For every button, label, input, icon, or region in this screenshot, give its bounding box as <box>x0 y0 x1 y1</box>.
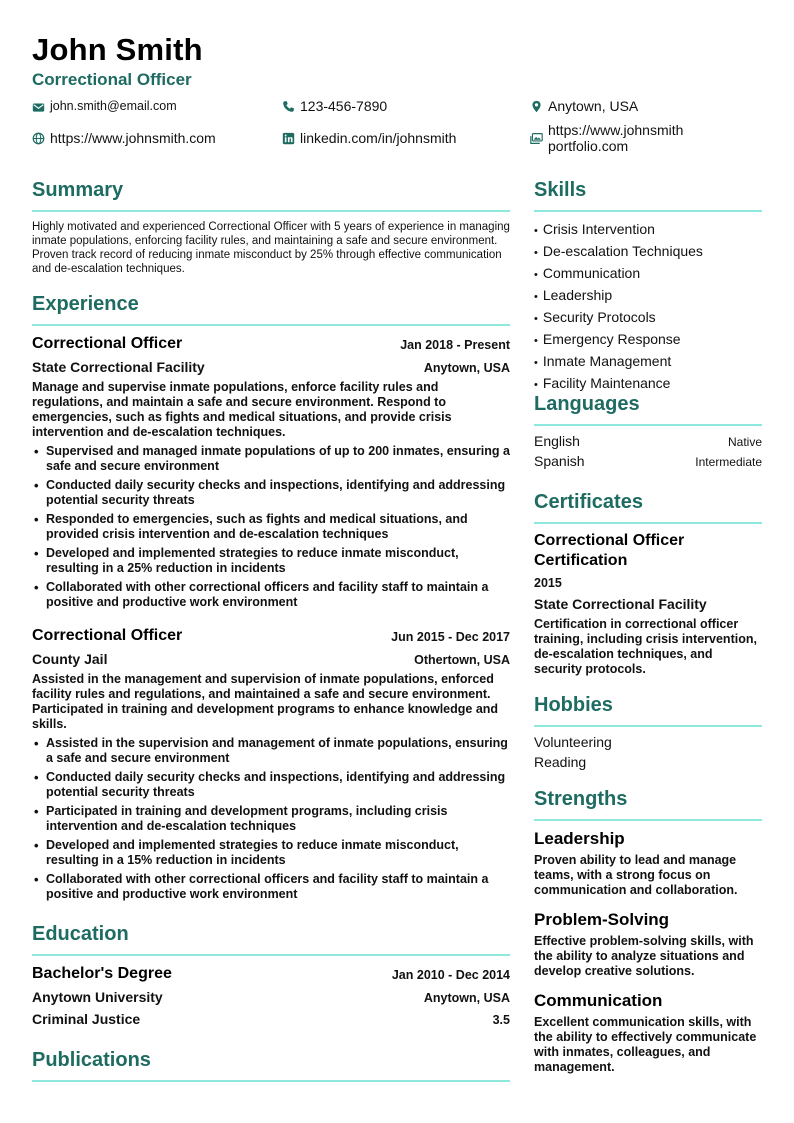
email-text: john.smith@email.com <box>50 99 177 113</box>
list-item: • Security Protocols <box>534 307 703 329</box>
list-item: • Responded to emergencies, such as fights and medical situations, and provided crisis intervention and de-escalation techniques <box>32 512 510 542</box>
list-item: • Facility Maintenance <box>534 373 703 395</box>
certificate-name: Correctional Officer Certification <box>534 532 685 569</box>
contact-email[interactable] <box>32 99 177 114</box>
location-text: Anytown, USA <box>548 98 639 114</box>
strength-name: Leadership <box>534 829 625 848</box>
language-name: English <box>534 433 580 449</box>
language-row <box>534 453 762 469</box>
strengths-heading: Strengths <box>534 788 628 810</box>
job-2-bullets <box>32 736 510 906</box>
candidate-title: Correctional Officer <box>32 70 192 89</box>
education-date: Jan 2010 - Dec 2014 <box>391 968 510 982</box>
education-field: Criminal Justice <box>32 1011 141 1027</box>
publications-divider <box>32 1080 510 1082</box>
hobbies-heading: Hobbies <box>534 694 613 716</box>
portfolio-text-line1: https://www.johnsmith <box>548 122 684 138</box>
list-item: • Collaborated with other correctional officers and facility staff to maintain a positive and productive work environment <box>32 872 510 902</box>
globe-icon <box>32 132 45 145</box>
list-item: • Leadership <box>534 285 703 307</box>
certificate-description: Certification in correctional officer training, including crisis intervention, de-escalation techniques, and security protocols. <box>534 617 757 676</box>
job-1-date: Jan 2018 - Present <box>400 338 510 352</box>
linkedin-icon <box>282 132 295 145</box>
languages-divider <box>534 424 762 426</box>
education-degree: Bachelor's Degree <box>32 965 172 982</box>
experience-heading: Experience <box>32 293 139 315</box>
email-icon <box>32 101 45 114</box>
list-item: • Emergency Response <box>534 329 703 351</box>
education-divider <box>32 954 510 956</box>
education-school: Anytown University <box>32 989 163 1005</box>
phone-text: 123-456-7890 <box>300 98 388 114</box>
education-heading: Education <box>32 923 129 945</box>
job-2-description: Assisted in the management and supervision of inmate populations, enforced facility rules and regulations, and maintained a safe and secure environment. Participated in training and development programs to enhance knowledge and skills. <box>32 672 499 731</box>
skills-list <box>534 219 703 395</box>
strength-name: Problem-Solving <box>534 910 670 929</box>
job-1-description: Manage and supervise inmate populations, enforce facility rules and regulations, and maintain a safe and secure environment. Respond to emergencies, such as fights and medical situations, and provide crisis intervention and de-escalation techniques. <box>32 380 452 439</box>
list-item: • Assisted in the supervision and management of inmate populations, ensuring a safe and secure environment <box>32 736 510 766</box>
education-gpa: 3.5 <box>492 1013 510 1027</box>
list-item: • Communication <box>534 263 703 285</box>
list-item: • Developed and implemented strategies to reduce inmate misconduct, resulting in a 25% reduction in incidents <box>32 546 510 576</box>
language-level: Native <box>727 435 762 449</box>
job-2-location: Othertown, USA <box>414 653 510 667</box>
skills-divider <box>534 210 762 212</box>
publications-heading: Publications <box>32 1049 151 1071</box>
strength-description: Proven ability to lead and manage teams, with a strong focus on communication and collaboration. <box>534 853 738 897</box>
certificates-heading: Certificates <box>534 491 643 513</box>
summary-divider <box>32 210 510 212</box>
portfolio-icon <box>530 132 543 145</box>
summary-heading: Summary <box>32 179 124 201</box>
list-item: • Crisis Intervention <box>534 219 703 241</box>
job-2-date: Jun 2015 - Dec 2017 <box>391 630 510 644</box>
portfolio-text <box>548 122 683 154</box>
list-item: • Inmate Management <box>534 351 703 373</box>
portfolio-text-line2: portfolio.com <box>548 138 629 154</box>
hobby-item: Volunteering <box>534 734 612 750</box>
website-text: https://www.johnsmith.com <box>50 130 216 146</box>
job-2-title: Correctional Officer <box>32 627 183 644</box>
list-item: • Conducted daily security checks and inspections, identifying and addressing potential security threats <box>32 478 510 508</box>
list-item: • Supervised and managed inmate populations of up to 200 inmates, ensuring a safe and secure environment <box>32 444 510 474</box>
experience-divider <box>32 324 510 326</box>
job-1-location: Anytown, USA <box>423 361 510 375</box>
summary-text: Highly motivated and experienced Correctional Officer with 5 years of experience in managing inmate populations, enforcing facility rules, and maintaining a safe and secure environment. Proven track record of reducing inmate misconduct by 25% through effective communication and de-escalation techniques. <box>32 221 510 275</box>
contact-portfolio[interactable] <box>530 122 683 154</box>
list-item: • Participated in training and development programs, including crisis intervention and de-escalation techniques <box>32 804 510 834</box>
certificate-year: 2015 <box>534 576 562 590</box>
list-item: • Collaborated with other correctional officers and facility staff to maintain a positive and productive work environment <box>32 580 510 610</box>
candidate-name: John Smith <box>32 32 203 67</box>
list-item: • Developed and implemented strategies to reduce inmate misconduct, resulting in a 15% reduction in incidents <box>32 838 510 868</box>
contact-website[interactable] <box>32 130 216 146</box>
skills-heading: Skills <box>534 179 587 201</box>
hobby-item: Reading <box>534 754 587 770</box>
list-item: • De-escalation Techniques <box>534 241 703 263</box>
strength-name: Communication <box>534 991 663 1010</box>
location-pin-icon <box>530 100 543 113</box>
contact-phone[interactable] <box>282 98 387 114</box>
strength-description: Excellent communication skills, with the ability to effectively communicate with inmates, colleagues, and management. <box>534 1015 757 1074</box>
strength-description: Effective problem-solving skills, with the ability to analyze situations and develop creative solutions. <box>534 934 754 978</box>
hobbies-divider <box>534 725 762 727</box>
certificate-org: State Correctional Facility <box>534 596 707 612</box>
strengths-divider <box>534 819 762 821</box>
phone-icon <box>282 100 295 113</box>
certificates-divider <box>534 522 762 524</box>
language-name: Spanish <box>534 453 585 469</box>
job-1-org: State Correctional Facility <box>32 359 205 375</box>
language-row <box>534 433 762 449</box>
languages-heading: Languages <box>534 393 640 415</box>
linkedin-text: linkedin.com/in/johnsmith <box>300 130 457 146</box>
list-item: • Conducted daily security checks and inspections, identifying and addressing potential security threats <box>32 770 510 800</box>
job-1-bullets <box>32 444 510 614</box>
job-1-title: Correctional Officer <box>32 335 183 352</box>
contact-location <box>530 98 638 114</box>
education-location: Anytown, USA <box>423 991 510 1005</box>
contact-linkedin[interactable] <box>282 130 456 146</box>
language-level: Intermediate <box>695 455 762 469</box>
job-2-org: County Jail <box>32 651 108 667</box>
